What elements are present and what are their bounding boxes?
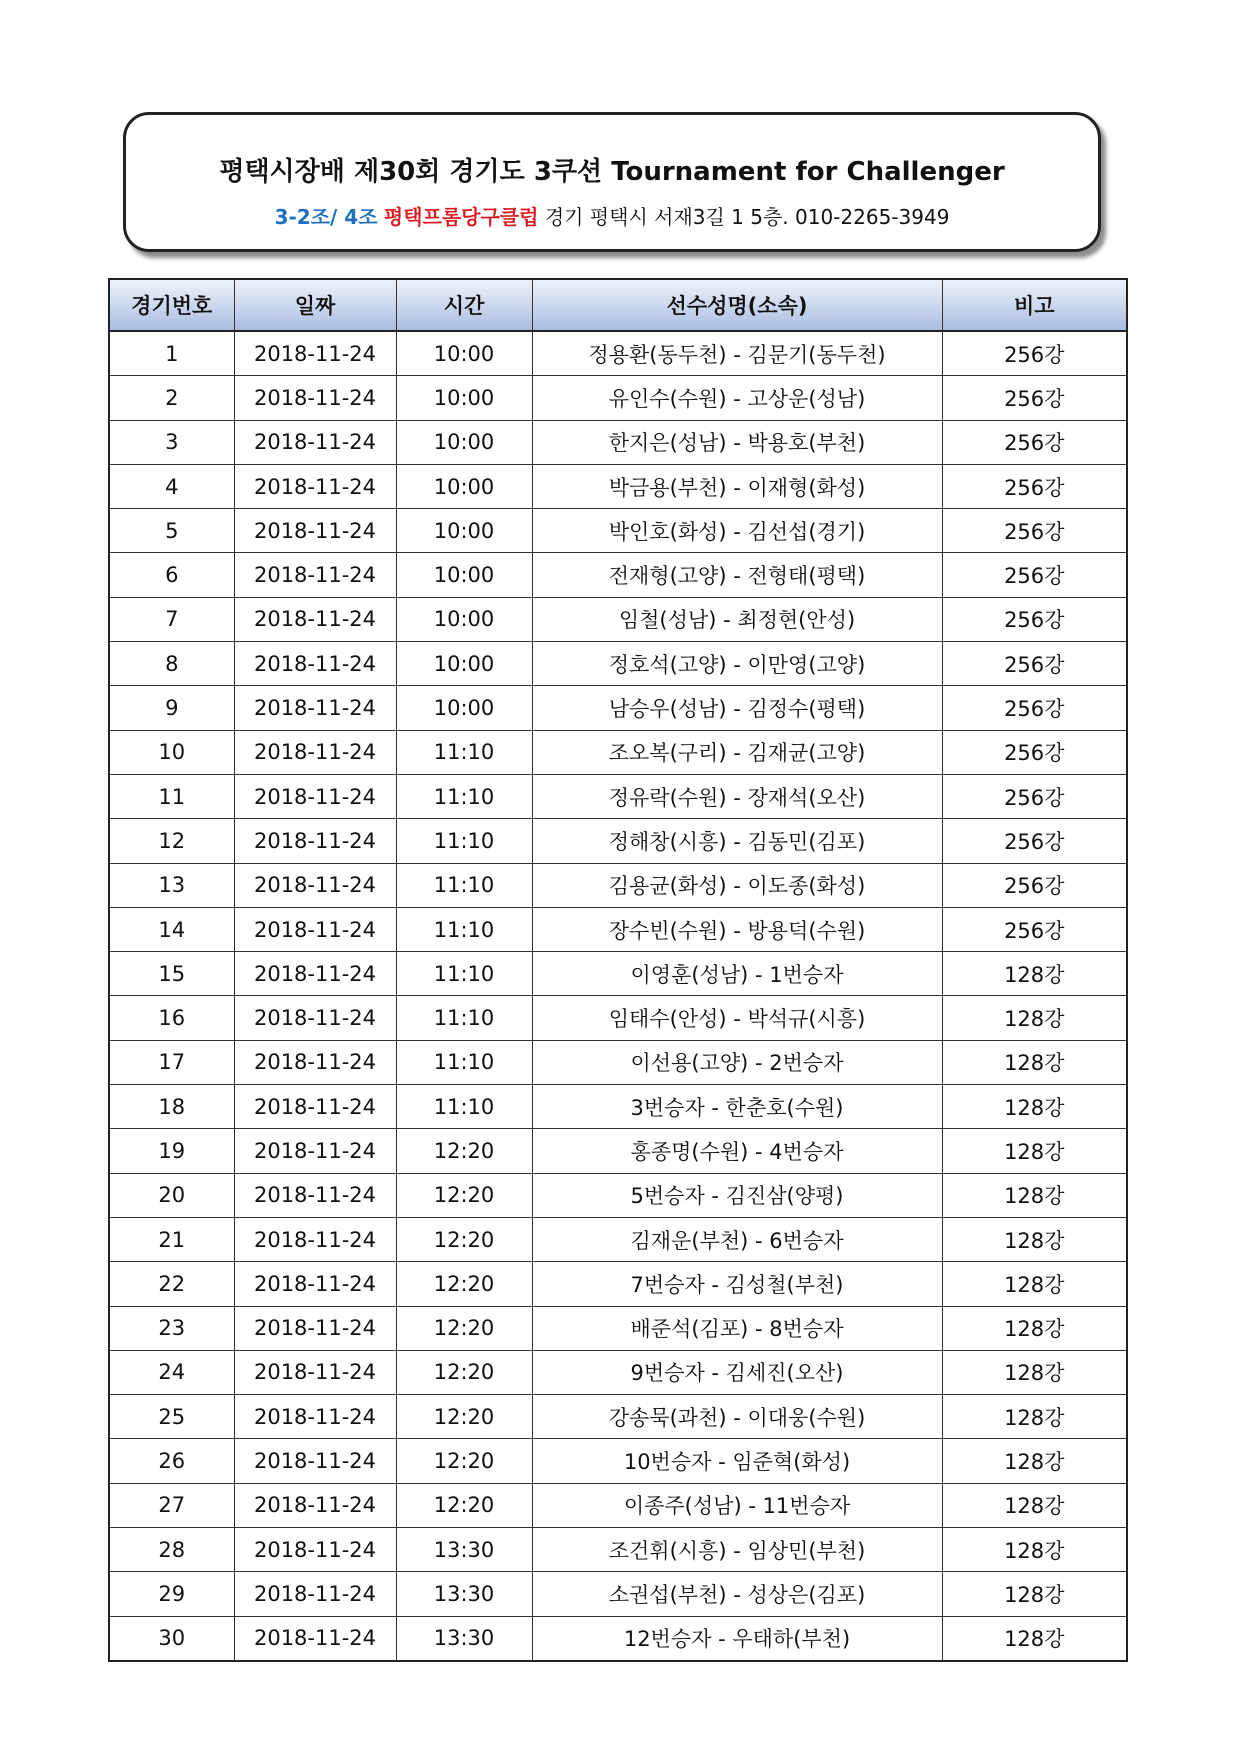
players-cell: 임철(성남) - 최정현(안성): [532, 597, 942, 641]
match-no-cell: 22: [109, 1262, 234, 1306]
table-row: [109, 730, 1127, 774]
note-cell: 256강: [942, 553, 1127, 597]
date-cell: 2018-11-24: [234, 996, 396, 1040]
match-no-cell: 26: [109, 1439, 234, 1483]
table-row: [109, 1616, 1127, 1661]
table-row: [109, 642, 1127, 686]
time-cell: 13:30: [396, 1616, 532, 1661]
players-cell: 김용균(화성) - 이도종(화성): [532, 863, 942, 907]
players-cell: 조오복(구리) - 김재균(고양): [532, 730, 942, 774]
match-no-cell: 3: [109, 420, 234, 464]
match-no-cell: 9: [109, 686, 234, 730]
note-cell: 256강: [942, 597, 1127, 641]
note-cell: 128강: [942, 1395, 1127, 1439]
date-cell: 2018-11-24: [234, 952, 396, 996]
match-no-cell: 15: [109, 952, 234, 996]
time-cell: 12:20: [396, 1173, 532, 1217]
table-row: [109, 1262, 1127, 1306]
table-row: [109, 597, 1127, 641]
note-cell: 128강: [942, 1129, 1127, 1173]
time-cell: 10:00: [396, 464, 532, 508]
date-cell: 2018-11-24: [234, 509, 396, 553]
schedule-table: [108, 278, 1128, 1662]
date-cell: 2018-11-24: [234, 1306, 396, 1350]
date-cell: 2018-11-24: [234, 642, 396, 686]
players-cell: 이선용(고양) - 2번승자: [532, 1040, 942, 1084]
table-row: [109, 907, 1127, 951]
players-cell: 남승우(성남) - 김정수(평택): [532, 686, 942, 730]
table-row: [109, 1483, 1127, 1527]
date-cell: 2018-11-24: [234, 1129, 396, 1173]
table-row: [109, 996, 1127, 1040]
players-cell: 5번승자 - 김진삼(양평): [532, 1173, 942, 1217]
note-cell: 128강: [942, 1572, 1127, 1616]
date-cell: 2018-11-24: [234, 420, 396, 464]
note-cell: 256강: [942, 686, 1127, 730]
table-row: [109, 1129, 1127, 1173]
time-cell: 12:20: [396, 1262, 532, 1306]
match-no-cell: 21: [109, 1217, 234, 1261]
date-cell: 2018-11-24: [234, 907, 396, 951]
table-row: [109, 420, 1127, 464]
table-row: [109, 1572, 1127, 1616]
date-cell: 2018-11-24: [234, 1395, 396, 1439]
note-cell: 128강: [942, 1085, 1127, 1129]
time-cell: 10:00: [396, 553, 532, 597]
time-cell: 10:00: [396, 642, 532, 686]
header-box: [123, 112, 1101, 252]
column-header-date: 일짜: [234, 279, 396, 331]
table-row: [109, 774, 1127, 818]
table-row: [109, 1040, 1127, 1084]
match-no-cell: 11: [109, 774, 234, 818]
note-cell: 128강: [942, 1483, 1127, 1527]
match-no-cell: 12: [109, 819, 234, 863]
time-cell: 10:00: [396, 686, 532, 730]
table-row: [109, 863, 1127, 907]
column-header-players: 선수성명(소속): [532, 279, 942, 331]
table-row: [109, 1217, 1127, 1261]
match-no-cell: 10: [109, 730, 234, 774]
column-header-match-no: 경기번호: [109, 279, 234, 331]
date-cell: 2018-11-24: [234, 1262, 396, 1306]
time-cell: 12:20: [396, 1217, 532, 1261]
date-cell: 2018-11-24: [234, 774, 396, 818]
match-no-cell: 19: [109, 1129, 234, 1173]
date-cell: 2018-11-24: [234, 819, 396, 863]
match-no-cell: 8: [109, 642, 234, 686]
time-cell: 11:10: [396, 730, 532, 774]
time-cell: 12:20: [396, 1439, 532, 1483]
match-no-cell: 23: [109, 1306, 234, 1350]
match-no-cell: 6: [109, 553, 234, 597]
note-cell: 256강: [942, 376, 1127, 420]
club-name: 평택프롬당구클럽: [383, 205, 539, 229]
note-cell: 128강: [942, 1528, 1127, 1572]
players-cell: 이종주(성남) - 11번승자: [532, 1483, 942, 1527]
table-row: [109, 376, 1127, 420]
table-row: [109, 952, 1127, 996]
match-no-cell: 5: [109, 509, 234, 553]
players-cell: 정유락(수원) - 장재석(오산): [532, 774, 942, 818]
table-row: [109, 1085, 1127, 1129]
match-no-cell: 30: [109, 1616, 234, 1661]
note-cell: 128강: [942, 1040, 1127, 1084]
table-row: [109, 1306, 1127, 1350]
players-cell: 홍종명(수원) - 4번승자: [532, 1129, 942, 1173]
schedule-body: [109, 331, 1127, 1661]
players-cell: 김재운(부천) - 6번승자: [532, 1217, 942, 1261]
date-cell: 2018-11-24: [234, 1040, 396, 1084]
players-cell: 조건휘(시흥) - 임상민(부천): [532, 1528, 942, 1572]
column-header-time: 시간: [396, 279, 532, 331]
match-no-cell: 27: [109, 1483, 234, 1527]
note-cell: 128강: [942, 1306, 1127, 1350]
time-cell: 12:20: [396, 1483, 532, 1527]
match-no-cell: 25: [109, 1395, 234, 1439]
date-cell: 2018-11-24: [234, 1616, 396, 1661]
column-header-note: 비고: [942, 279, 1127, 331]
date-cell: 2018-11-24: [234, 331, 396, 376]
table-row: [109, 686, 1127, 730]
players-cell: 10번승자 - 임준혁(화성): [532, 1439, 942, 1483]
time-cell: 10:00: [396, 331, 532, 376]
date-cell: 2018-11-24: [234, 553, 396, 597]
note-cell: 256강: [942, 509, 1127, 553]
club-address: 경기 평택시 서재3길 1 5층. 010-2265-3949: [544, 205, 950, 229]
time-cell: 11:10: [396, 996, 532, 1040]
time-cell: 11:10: [396, 774, 532, 818]
date-cell: 2018-11-24: [234, 1085, 396, 1129]
table-row: [109, 1439, 1127, 1483]
date-cell: 2018-11-24: [234, 730, 396, 774]
players-cell: 장수빈(수원) - 방용덕(수원): [532, 907, 942, 951]
note-cell: 128강: [942, 996, 1127, 1040]
date-cell: 2018-11-24: [234, 597, 396, 641]
note-cell: 256강: [942, 730, 1127, 774]
match-no-cell: 24: [109, 1350, 234, 1394]
date-cell: 2018-11-24: [234, 1528, 396, 1572]
table-row: [109, 819, 1127, 863]
table-row: [109, 464, 1127, 508]
table-row: [109, 553, 1127, 597]
time-cell: 10:00: [396, 509, 532, 553]
time-cell: 12:20: [396, 1395, 532, 1439]
time-cell: 10:00: [396, 376, 532, 420]
time-cell: 12:20: [396, 1350, 532, 1394]
date-cell: 2018-11-24: [234, 1572, 396, 1616]
date-cell: 2018-11-24: [234, 376, 396, 420]
players-cell: 박인호(화성) - 김선섭(경기): [532, 509, 942, 553]
match-no-cell: 16: [109, 996, 234, 1040]
table-header-row: [109, 279, 1127, 331]
time-cell: 11:10: [396, 819, 532, 863]
date-cell: 2018-11-24: [234, 1483, 396, 1527]
note-cell: 256강: [942, 907, 1127, 951]
time-cell: 11:10: [396, 863, 532, 907]
time-cell: 11:10: [396, 1040, 532, 1084]
match-no-cell: 20: [109, 1173, 234, 1217]
note-cell: 128강: [942, 1217, 1127, 1261]
note-cell: 256강: [942, 464, 1127, 508]
match-no-cell: 4: [109, 464, 234, 508]
time-cell: 12:20: [396, 1306, 532, 1350]
time-cell: 11:10: [396, 907, 532, 951]
table-row: [109, 1350, 1127, 1394]
date-cell: 2018-11-24: [234, 863, 396, 907]
table-row: [109, 1528, 1127, 1572]
date-cell: 2018-11-24: [234, 1173, 396, 1217]
time-cell: 10:00: [396, 420, 532, 464]
match-no-cell: 1: [109, 331, 234, 376]
note-cell: 256강: [942, 331, 1127, 376]
players-cell: 배준석(김포) - 8번승자: [532, 1306, 942, 1350]
date-cell: 2018-11-24: [234, 686, 396, 730]
players-cell: 전재형(고양) - 전형태(평택): [532, 553, 942, 597]
players-cell: 정호석(고양) - 이만영(고양): [532, 642, 942, 686]
match-no-cell: 17: [109, 1040, 234, 1084]
time-cell: 13:30: [396, 1528, 532, 1572]
players-cell: 강송묵(과천) - 이대웅(수원): [532, 1395, 942, 1439]
players-cell: 소권섭(부천) - 성상은(김포): [532, 1572, 942, 1616]
players-cell: 정해창(시흥) - 김동민(김포): [532, 819, 942, 863]
note-cell: 128강: [942, 1350, 1127, 1394]
subtitle: [126, 201, 1098, 230]
note-cell: 256강: [942, 420, 1127, 464]
note-cell: 256강: [942, 642, 1127, 686]
players-cell: 이영훈(성남) - 1번승자: [532, 952, 942, 996]
time-cell: 11:10: [396, 1085, 532, 1129]
group-label: 3-2조/ 4조: [274, 205, 378, 229]
date-cell: 2018-11-24: [234, 1350, 396, 1394]
time-cell: 11:10: [396, 952, 532, 996]
note-cell: 128강: [942, 1616, 1127, 1661]
match-no-cell: 28: [109, 1528, 234, 1572]
table-row: [109, 1395, 1127, 1439]
note-cell: 256강: [942, 863, 1127, 907]
time-cell: 13:30: [396, 1572, 532, 1616]
date-cell: 2018-11-24: [234, 1217, 396, 1261]
match-no-cell: 14: [109, 907, 234, 951]
players-cell: 9번승자 - 김세진(오산): [532, 1350, 942, 1394]
table-row: [109, 331, 1127, 376]
match-no-cell: 18: [109, 1085, 234, 1129]
match-no-cell: 7: [109, 597, 234, 641]
players-cell: 7번승자 - 김성철(부천): [532, 1262, 942, 1306]
players-cell: 박금용(부천) - 이재형(화성): [532, 464, 942, 508]
date-cell: 2018-11-24: [234, 464, 396, 508]
note-cell: 128강: [942, 1439, 1127, 1483]
players-cell: 12번승자 - 우태하(부천): [532, 1616, 942, 1661]
page-title: 평택시장배 제30회 경기도 3쿠션 Tournament for Challenger: [219, 157, 1005, 187]
match-no-cell: 13: [109, 863, 234, 907]
note-cell: 128강: [942, 1262, 1127, 1306]
match-no-cell: 2: [109, 376, 234, 420]
date-cell: 2018-11-24: [234, 1439, 396, 1483]
note-cell: 128강: [942, 1173, 1127, 1217]
players-cell: 정용환(동두천) - 김문기(동두천): [532, 331, 942, 376]
time-cell: 12:20: [396, 1129, 532, 1173]
match-no-cell: 29: [109, 1572, 234, 1616]
note-cell: 128강: [942, 952, 1127, 996]
table-row: [109, 509, 1127, 553]
players-cell: 3번승자 - 한춘호(수원): [532, 1085, 942, 1129]
note-cell: 256강: [942, 774, 1127, 818]
players-cell: 유인수(수원) - 고상운(성남): [532, 376, 942, 420]
players-cell: 한지은(성남) - 박용호(부천): [532, 420, 942, 464]
players-cell: 임태수(안성) - 박석규(시흥): [532, 996, 942, 1040]
table-row: [109, 1173, 1127, 1217]
note-cell: 256강: [942, 819, 1127, 863]
time-cell: 10:00: [396, 597, 532, 641]
